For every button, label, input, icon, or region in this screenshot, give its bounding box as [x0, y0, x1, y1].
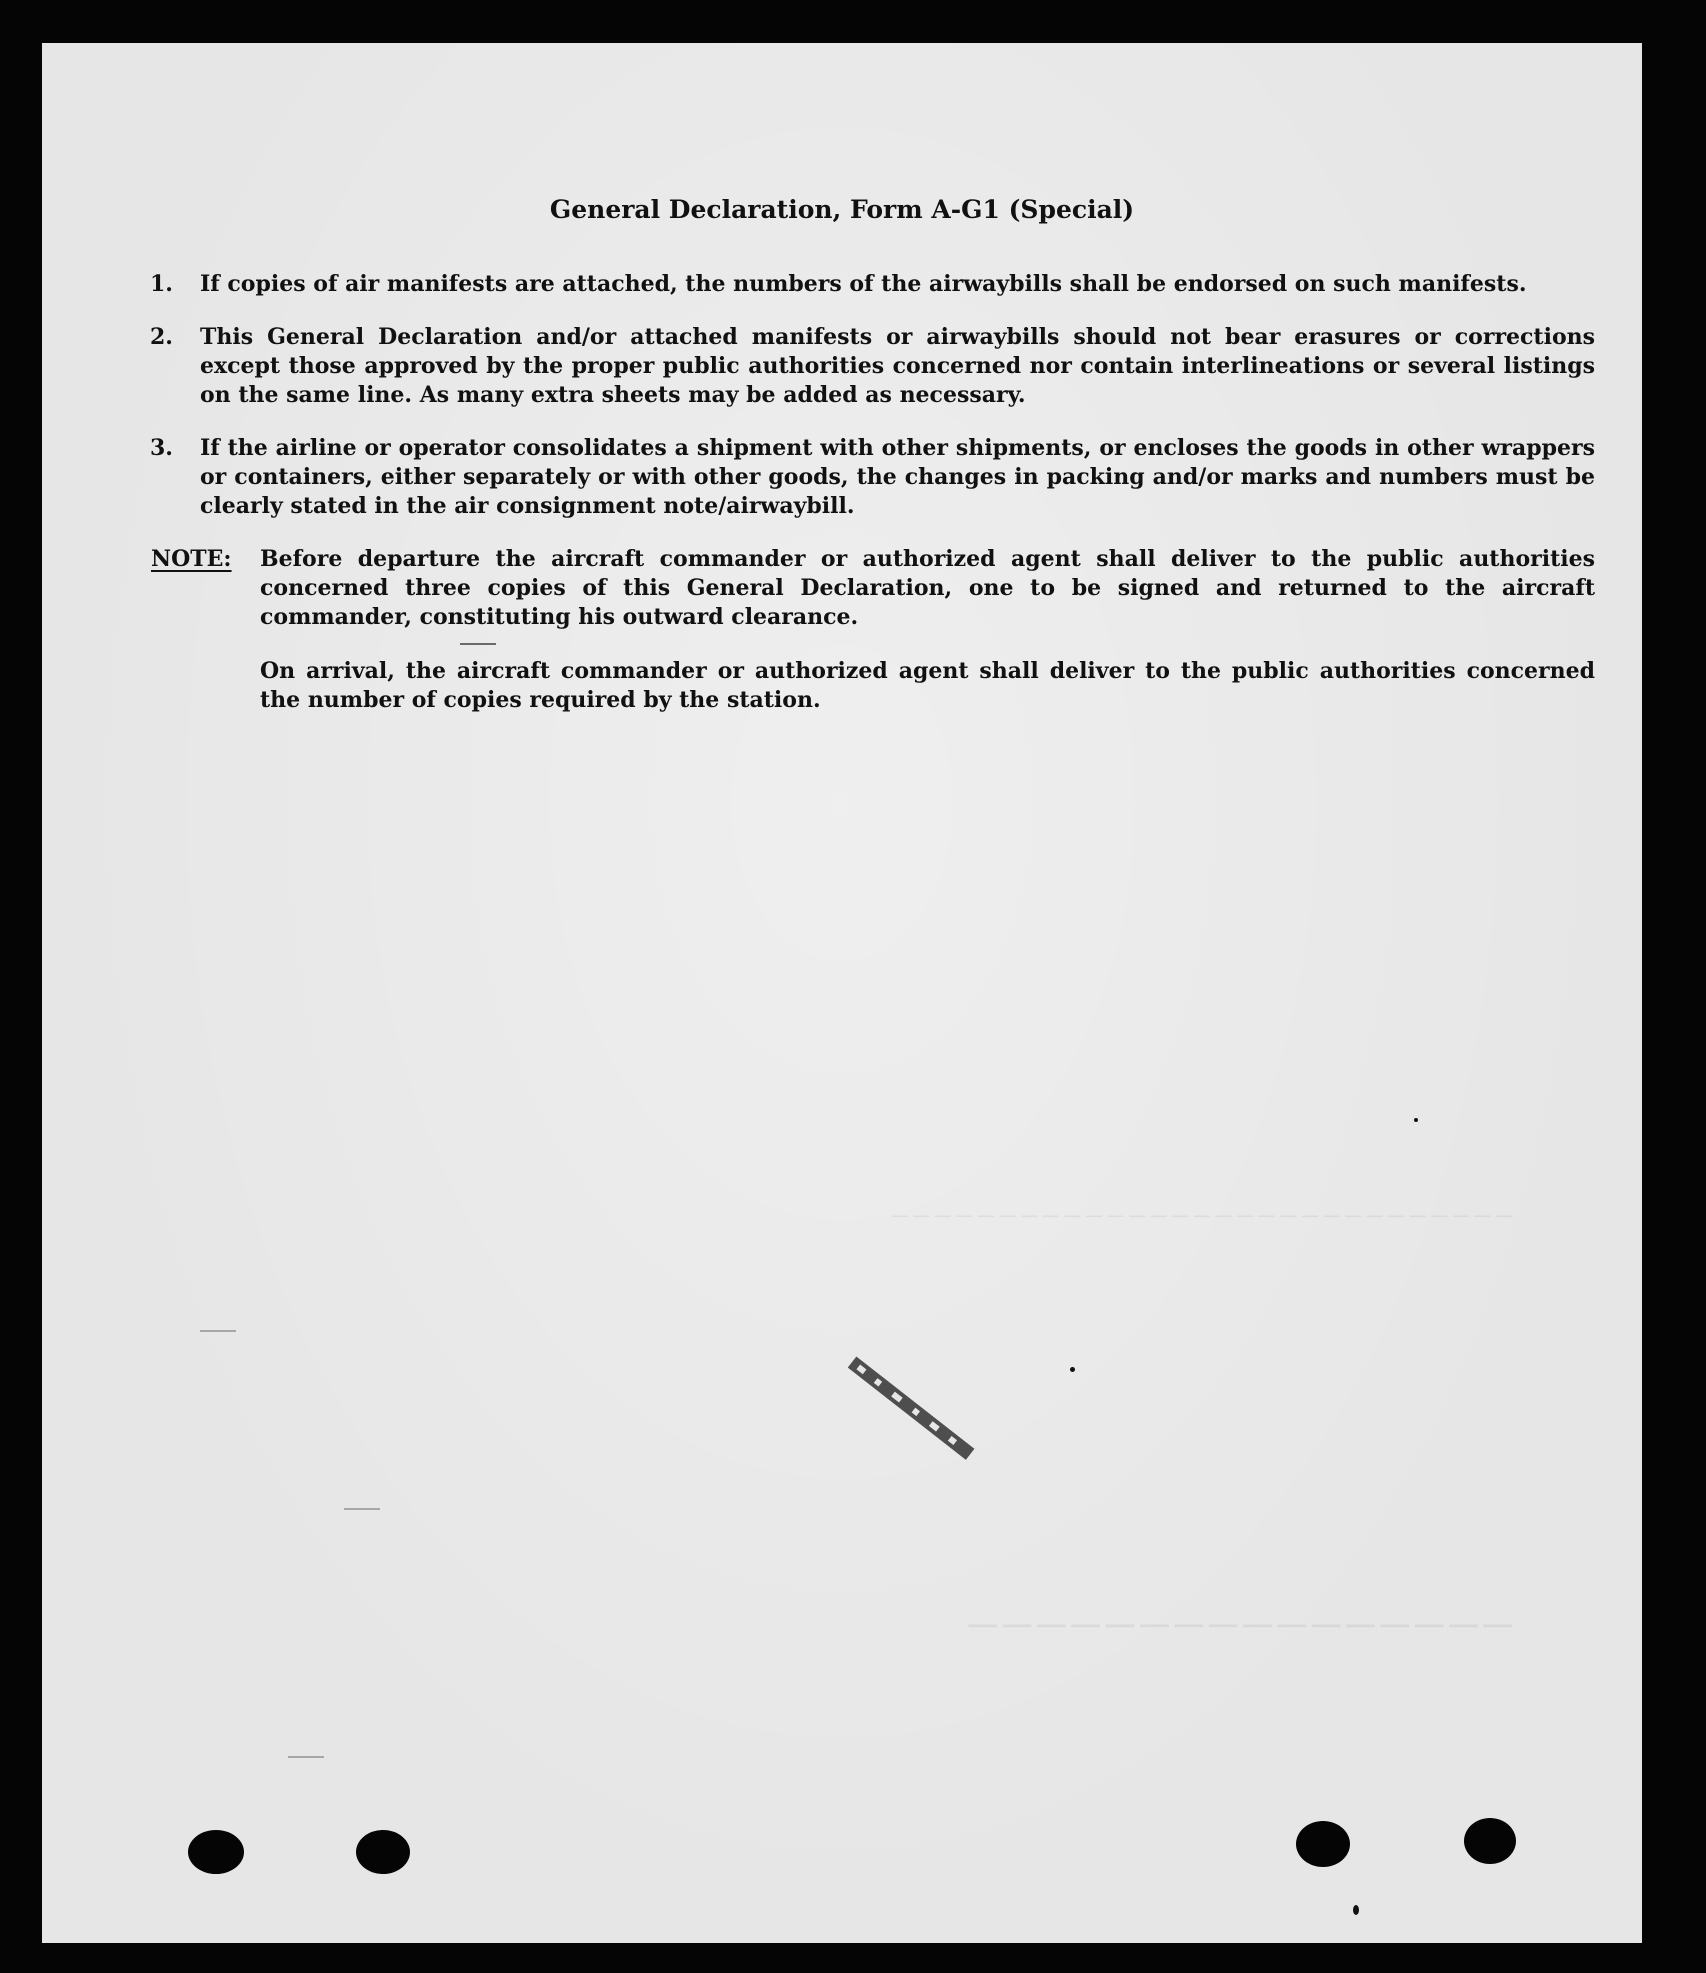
item-number: 1. [150, 271, 173, 297]
punch-hole [1296, 1821, 1350, 1867]
scan-mark [288, 1756, 324, 1758]
item-text: If copies of air manifests are attached, the numbers of the airwaybills shall be endorsed on such manifests. [200, 271, 1527, 297]
scan-speck [1070, 1367, 1075, 1372]
punch-hole [188, 1830, 244, 1874]
page-title: General Declaration, Form A-G1 (Special) [549, 195, 1135, 224]
item-number: 2. [150, 324, 173, 350]
bleed-through-decoration: ──────────────── [962, 1603, 1512, 1647]
note-paragraph: Before departure the aircraft commander or authorized agent shall deliver to the public authorities concerned three copies of this General Declaration, one to be signed and returned to the aircraft commander, constituting his outward clearance. [260, 546, 1595, 630]
note-label: NOTE: [151, 546, 232, 572]
note-paragraph: On arrival, the aircraft commander or authorized agent shall deliver to the public authorities concerned the number of copies required by the station. [260, 658, 1595, 713]
scan-mark [460, 643, 496, 645]
scan-speck [1353, 1905, 1359, 1915]
bleed-through-decoration: ───────────────────────────── [885, 1203, 1512, 1228]
item-text: This General Declaration and/or attached manifests or airwaybills should not bear erasures or corrections except those approved by the proper public authorities concerned nor contain interlineations or several listings on the same line. As many extra sheets may be added as necessary. [200, 324, 1595, 408]
punch-hole [1464, 1818, 1516, 1864]
scan-speck [1414, 1118, 1418, 1122]
scan-mark [200, 1330, 236, 1332]
scan-mark [344, 1508, 380, 1510]
document-page [42, 43, 1642, 1943]
stamp-mark [846, 1355, 975, 1462]
item-text: If the airline or operator consolidates a shipment with other shipments, or encloses the goods in other wrappers or containers, either separately or with other goods, the changes in packing and/or marks and numbers must be clearly stated in the air consignment note/airwaybill. [200, 435, 1595, 519]
punch-hole [356, 1830, 410, 1874]
item-number: 3. [150, 435, 173, 461]
